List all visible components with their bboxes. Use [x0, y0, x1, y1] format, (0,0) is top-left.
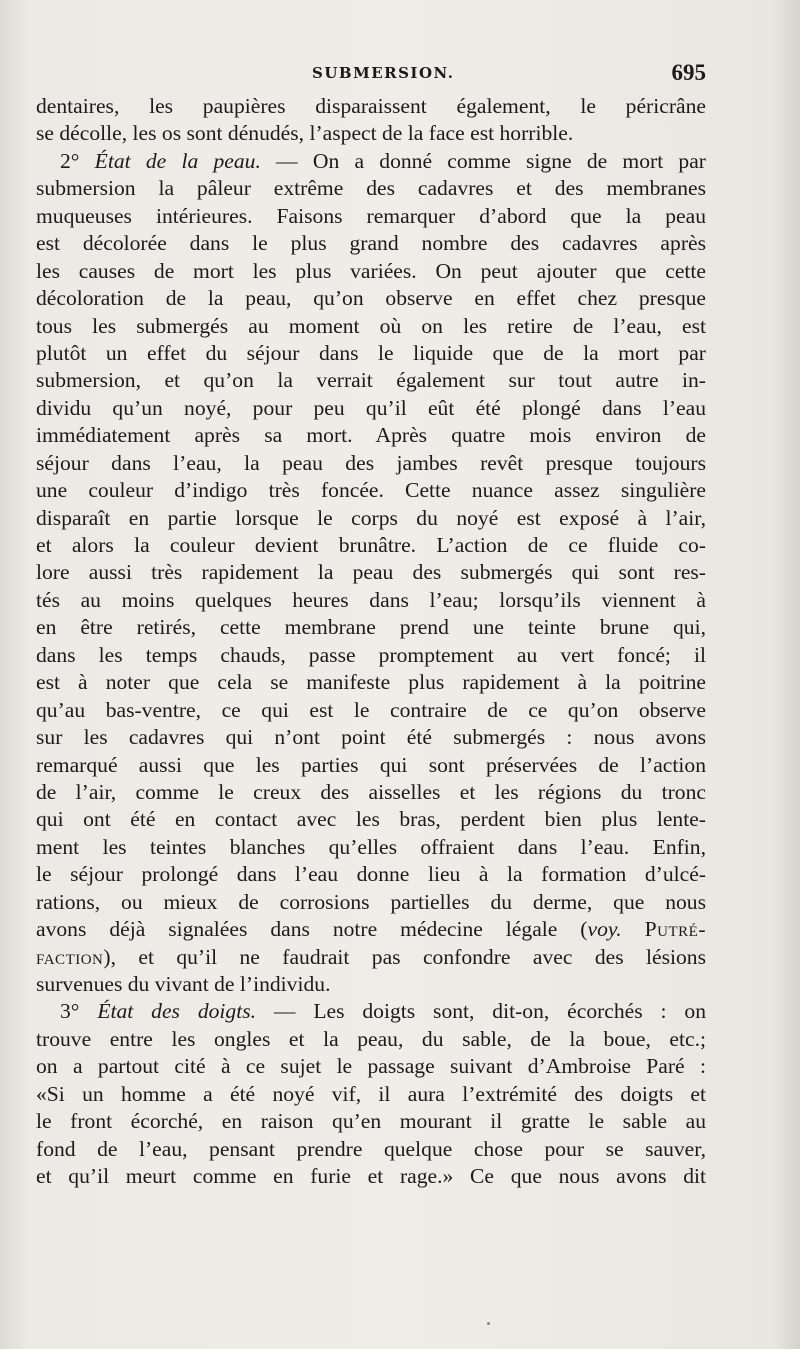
italic-run: État de la peau. [94, 148, 261, 173]
text-line [36, 148, 706, 175]
text-line: trouve entre les ongles et la peau, du sable, de la boue, etc.; [36, 1026, 706, 1051]
text-line [36, 998, 706, 1025]
text-line: est à noter que cela se manifeste plus rapidement à la poitrine [36, 670, 706, 695]
text-line: le front écorché, en raison qu’en mourant il gratte le sable au [36, 1109, 706, 1134]
text-line: et qu’il meurt comme en furie et rage.» Ce que nous avons dit [36, 1164, 706, 1189]
small-caps-run: Putré- [644, 917, 707, 942]
text-line: et alors la couleur devient brunâtre. L’action de ce fluide co- [36, 533, 706, 557]
text-line: est décolorée dans le plus grand nombre des cadavres après [36, 231, 706, 256]
text-line: tés au moins quelques heures dans l’eau; lorsqu’ils viennent à [36, 587, 706, 612]
text-line: plutôt un effet du séjour dans le liquide que de la mort par [36, 340, 706, 365]
small-caps-run: faction [36, 944, 104, 969]
text-line: immédiatement après sa mort. Après quatre mois environ de [36, 423, 706, 448]
body-text [36, 93, 706, 1191]
text-line: sur les cadavres qui n’ont point été submergés : nous avons [36, 725, 706, 750]
text-line: les causes de mort les plus variées. On peut ajouter que cette [36, 258, 706, 283]
text-line: décoloration de la peau, qu’on observe en effet chez presque [36, 286, 706, 311]
text-line [36, 944, 706, 971]
text-line: lore aussi très rapidement la peau des submergés qui sont res- [36, 560, 706, 585]
text-line: muqueuses intérieures. Faisons remarquer d’abord que la peau [36, 203, 706, 228]
text-line: dividu qu’un noyé, pour peu qu’il eût été plongé dans l’eau [36, 395, 706, 420]
text-line: fond de l’eau, pensant prendre quelque chose pour se sauver, [36, 1136, 706, 1161]
ink-speck [487, 1322, 490, 1325]
text-run: 3° [60, 999, 98, 1024]
text-line: tous les submergés au moment où on les retire de l’eau, est [36, 313, 706, 338]
text-line: en être retirés, cette membrane prend une teinte brune qui, [36, 615, 706, 640]
text-line: de l’air, comme le creux des aisselles et les régions du tronc [36, 779, 706, 804]
text-line: rations, ou mieux de corrosions partielles du derme, que nous [36, 889, 706, 914]
text-run: ), et qu’il ne faudrait pas confondre avec des lésions [103, 944, 706, 969]
text-run: 2° [60, 148, 95, 173]
text-line: qui ont été en contact avec les bras, perdent bien plus lente- [36, 807, 706, 832]
text-line: submersion la pâleur extrême des cadavres et des membranes [36, 176, 706, 201]
italic-run: voy. [587, 917, 622, 942]
running-title: SUBMERSION. [312, 64, 455, 82]
text-line: séjour dans l’eau, la peau des jambes revêt presque toujours [36, 450, 706, 475]
text-line: qu’au bas-ventre, ce qui est le contraire de ce qu’on observe [36, 697, 706, 722]
text-run [622, 917, 645, 941]
text-line: dentaires, les paupières disparaissent également, le péricrâne [36, 94, 706, 118]
text-line: le séjour prolongé dans l’eau donne lieu à la formation d’ulcé- [36, 862, 706, 887]
text-line: on a partout cité à ce sujet le passage suivant d’Ambroise Paré : [36, 1054, 706, 1079]
italic-run: État des doigts. [97, 999, 257, 1024]
text-line: remarqué aussi que les parties qui sont préservées de l’action [36, 752, 706, 777]
text-line: se décolle, les os sont dénudés, l’aspect de la face est horrible. [36, 121, 574, 146]
text-line: dans les temps chauds, passe promptement au vert foncé; il [36, 642, 706, 667]
page-header [36, 60, 706, 90]
text-line: ment les teintes blanches qu’elles offraient dans l’eau. Enfin, [36, 834, 706, 859]
text-line: disparaît en partie lorsque le corps du noyé est exposé à l’air, [36, 505, 706, 530]
text-line: survenues du vivant de l’individu. [36, 972, 331, 996]
text-line: submersion, et qu’on la verrait également sur tout autre in- [36, 368, 706, 393]
text-run: — On a donné comme signe de mort par [260, 148, 706, 173]
page-number: 695 [671, 60, 706, 85]
text-line [36, 916, 706, 943]
text-run: — Les doigts sont, dit-on, écorchés : on [256, 999, 706, 1024]
text-line: une couleur d’indigo très foncée. Cette nuance assez singulière [36, 478, 706, 503]
text-run: avons déjà signalées dans notre médecine légale ( [36, 917, 588, 942]
text-line: «Si un homme a été noyé vif, il aura l’extrémité des doigts et [36, 1081, 706, 1106]
